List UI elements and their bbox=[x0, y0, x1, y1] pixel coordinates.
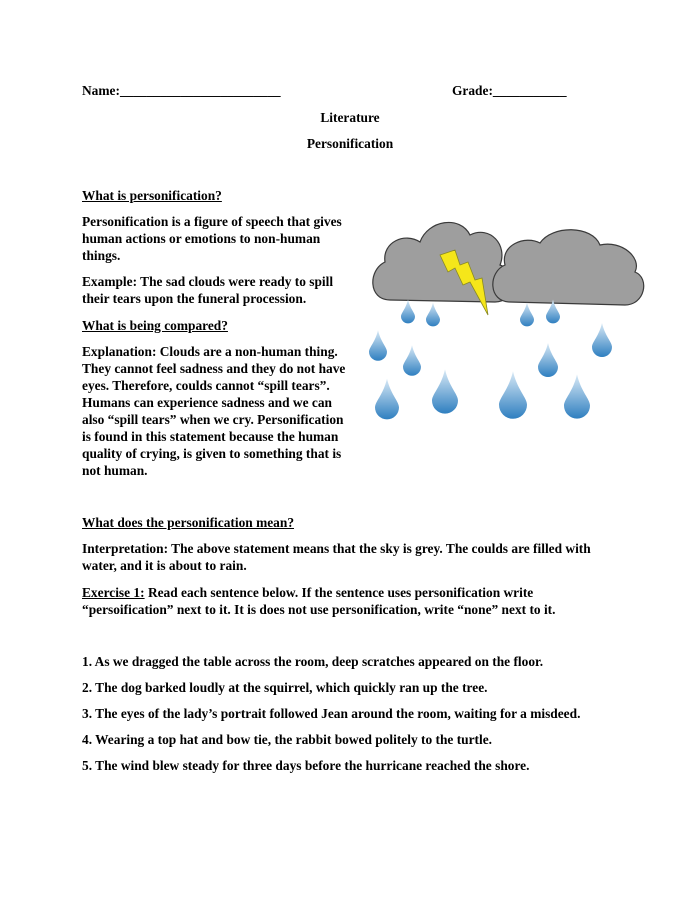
raindrops-group bbox=[369, 300, 612, 420]
subject-title: Literature bbox=[320, 110, 380, 125]
raindrop-icon bbox=[369, 330, 387, 361]
raindrop-icon bbox=[375, 379, 399, 420]
name-blank[interactable]: ________________________ bbox=[119, 83, 281, 98]
rain-clouds-illustration bbox=[360, 210, 650, 450]
definition-text: Personification is a figure of speech that gives human actions or emotions to non-human things. bbox=[82, 214, 342, 263]
interpretation-text: Interpretation: The above statement means that the sky is grey. The coulds are filled with water, and it is about to rain. bbox=[82, 541, 591, 573]
raindrop-icon bbox=[401, 300, 415, 324]
grade-blank[interactable]: ___________ bbox=[492, 83, 567, 98]
section-heading-compared: What is being compared? bbox=[82, 318, 228, 333]
exercise-item: 3. The eyes of the lady’s portrait followed Jean around the room, waiting for a misdeed. bbox=[82, 706, 581, 721]
right-cloud-icon bbox=[493, 230, 644, 305]
exercise-instructions bbox=[82, 584, 622, 618]
section-heading-meaning: What does the personification mean? bbox=[82, 515, 295, 530]
raindrop-icon bbox=[520, 303, 534, 327]
raindrop-icon bbox=[403, 345, 421, 376]
left-cloud-icon bbox=[373, 222, 513, 302]
raindrop-icon bbox=[499, 371, 527, 419]
topic-title: Personification bbox=[306, 136, 394, 151]
raindrop-icon bbox=[426, 303, 440, 327]
grade-line bbox=[452, 82, 567, 99]
grade-label: Grade: bbox=[452, 83, 493, 98]
exercise-instructions-text: Read each sentence below. If the sentence uses personification write “persoification” next to it. It is does not use personification, write “none” next to it. bbox=[82, 585, 556, 617]
exercise-item: 1. As we dragged the table across the room, deep scratches appeared on the floor. bbox=[82, 654, 544, 669]
name-line bbox=[82, 82, 281, 99]
explanation-text: Explanation: Clouds are a non-human thing. They cannot feel sadness and they do not have eyes. Therefore, coulds cannot “spill tears”. Humans can experience sadness and we can also “spill tears” when we cry. Personification is found in this statement because the human quality of crying, is given to something that is not human. bbox=[82, 344, 346, 478]
exercise-item: 5. The wind blew steady for three days before the hurricane reached the shore. bbox=[82, 758, 530, 773]
exercise-label: Exercise 1: bbox=[82, 585, 145, 600]
section-heading-what-is: What is personification? bbox=[82, 188, 222, 203]
raindrop-icon bbox=[538, 343, 558, 377]
raindrop-icon bbox=[432, 369, 458, 413]
exercise-item: 2. The dog barked loudly at the squirrel, which quickly ran up the tree. bbox=[82, 680, 488, 695]
raindrop-icon bbox=[592, 323, 612, 357]
example-text: Example: The sad clouds were ready to spill their tears upon the funeral procession. bbox=[82, 274, 334, 306]
name-label: Name: bbox=[82, 83, 120, 98]
raindrop-icon bbox=[564, 374, 590, 418]
exercise-item: 4. Wearing a top hat and bow tie, the rabbit bowed politely to the turtle. bbox=[82, 732, 493, 747]
